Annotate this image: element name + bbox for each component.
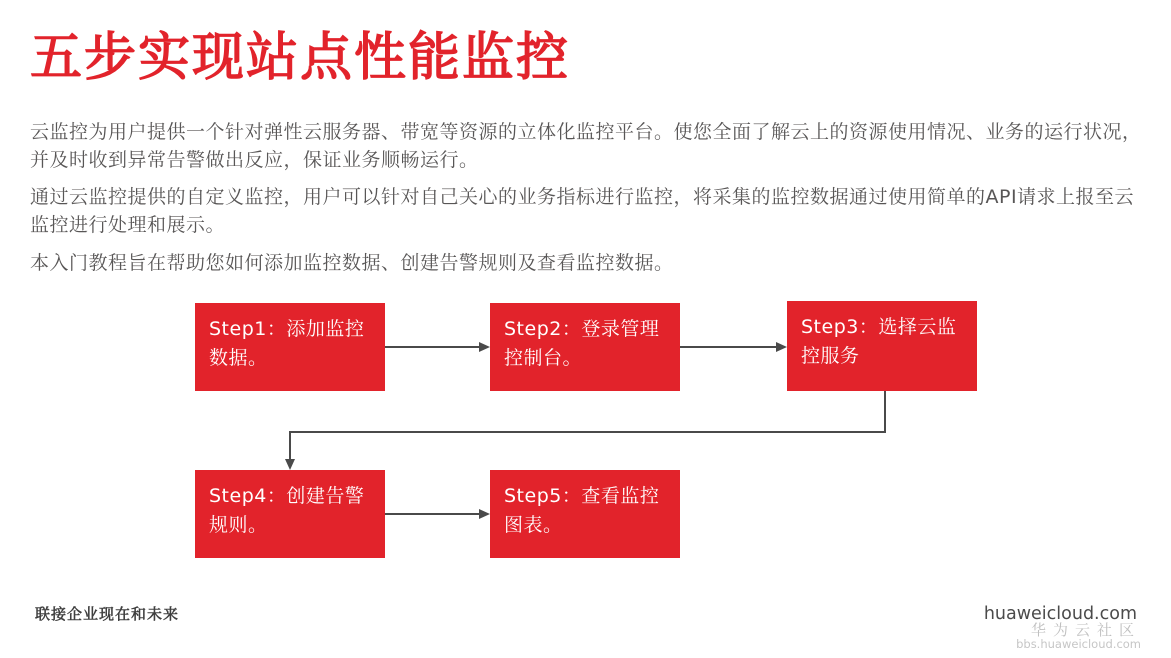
step-box-1 (195, 303, 385, 391)
step-box-1-label-line2: 数据。 (209, 347, 268, 369)
arrow-step1-to-step2 (385, 342, 490, 352)
step-box-2-label-line2: 控制台。 (504, 347, 583, 369)
footer-site-url: huaweicloud.com (983, 604, 1137, 624)
step-box-4-label-line2: 规则。 (209, 514, 268, 536)
step-box-5-label-line1: Step5：查看监控 (504, 485, 660, 507)
step-box-4 (195, 470, 385, 558)
arrow-step3-to-step4 (285, 391, 885, 470)
footer-slogan: 联接企业现在和未来 (35, 605, 180, 623)
step-box-3 (787, 301, 977, 391)
watermark-community-url: bbs.huaweicloud.com (1016, 637, 1141, 651)
watermark-community-name: 华为云社区 (1030, 621, 1141, 639)
intro-paragraph-3: 本入门教程旨在帮助您如何添加监控数据、创建告警规则及查看监控数据。 (30, 252, 674, 274)
intro-paragraph-1: 云监控为用户提供一个针对弹性云服务器、带宽等资源的立体化监控平台。使您全面了解云上的资源使用情况、业务的运行状况，并及时收到异常告警做出反应，保证业务顺畅运行。 (30, 121, 1142, 171)
step-box-4-label-line1: Step4：创建告警 (209, 485, 365, 507)
step-box-5 (490, 470, 680, 558)
step-box-1-label-line1: Step1：添加监控 (209, 318, 365, 340)
step-box-2 (490, 303, 680, 391)
arrow-step4-to-step5 (385, 509, 490, 519)
intro-paragraph-2: 通过云监控提供的自定义监控，用户可以针对自己关心的业务指标进行监控，将采集的监控数据通过使用简单的API请求上报至云监控进行处理和展示。 (30, 186, 1135, 236)
page-title: 五步实现站点性能监控 (30, 28, 571, 88)
step-box-2-label-line1: Step2：登录管理 (504, 318, 660, 340)
step-box-3-label-line2: 控服务 (801, 345, 860, 367)
step-box-5-label-line2: 图表。 (504, 514, 563, 536)
step-box-3-label-line1: Step3：选择云监 (801, 316, 957, 338)
arrow-step2-to-step3 (680, 342, 787, 352)
